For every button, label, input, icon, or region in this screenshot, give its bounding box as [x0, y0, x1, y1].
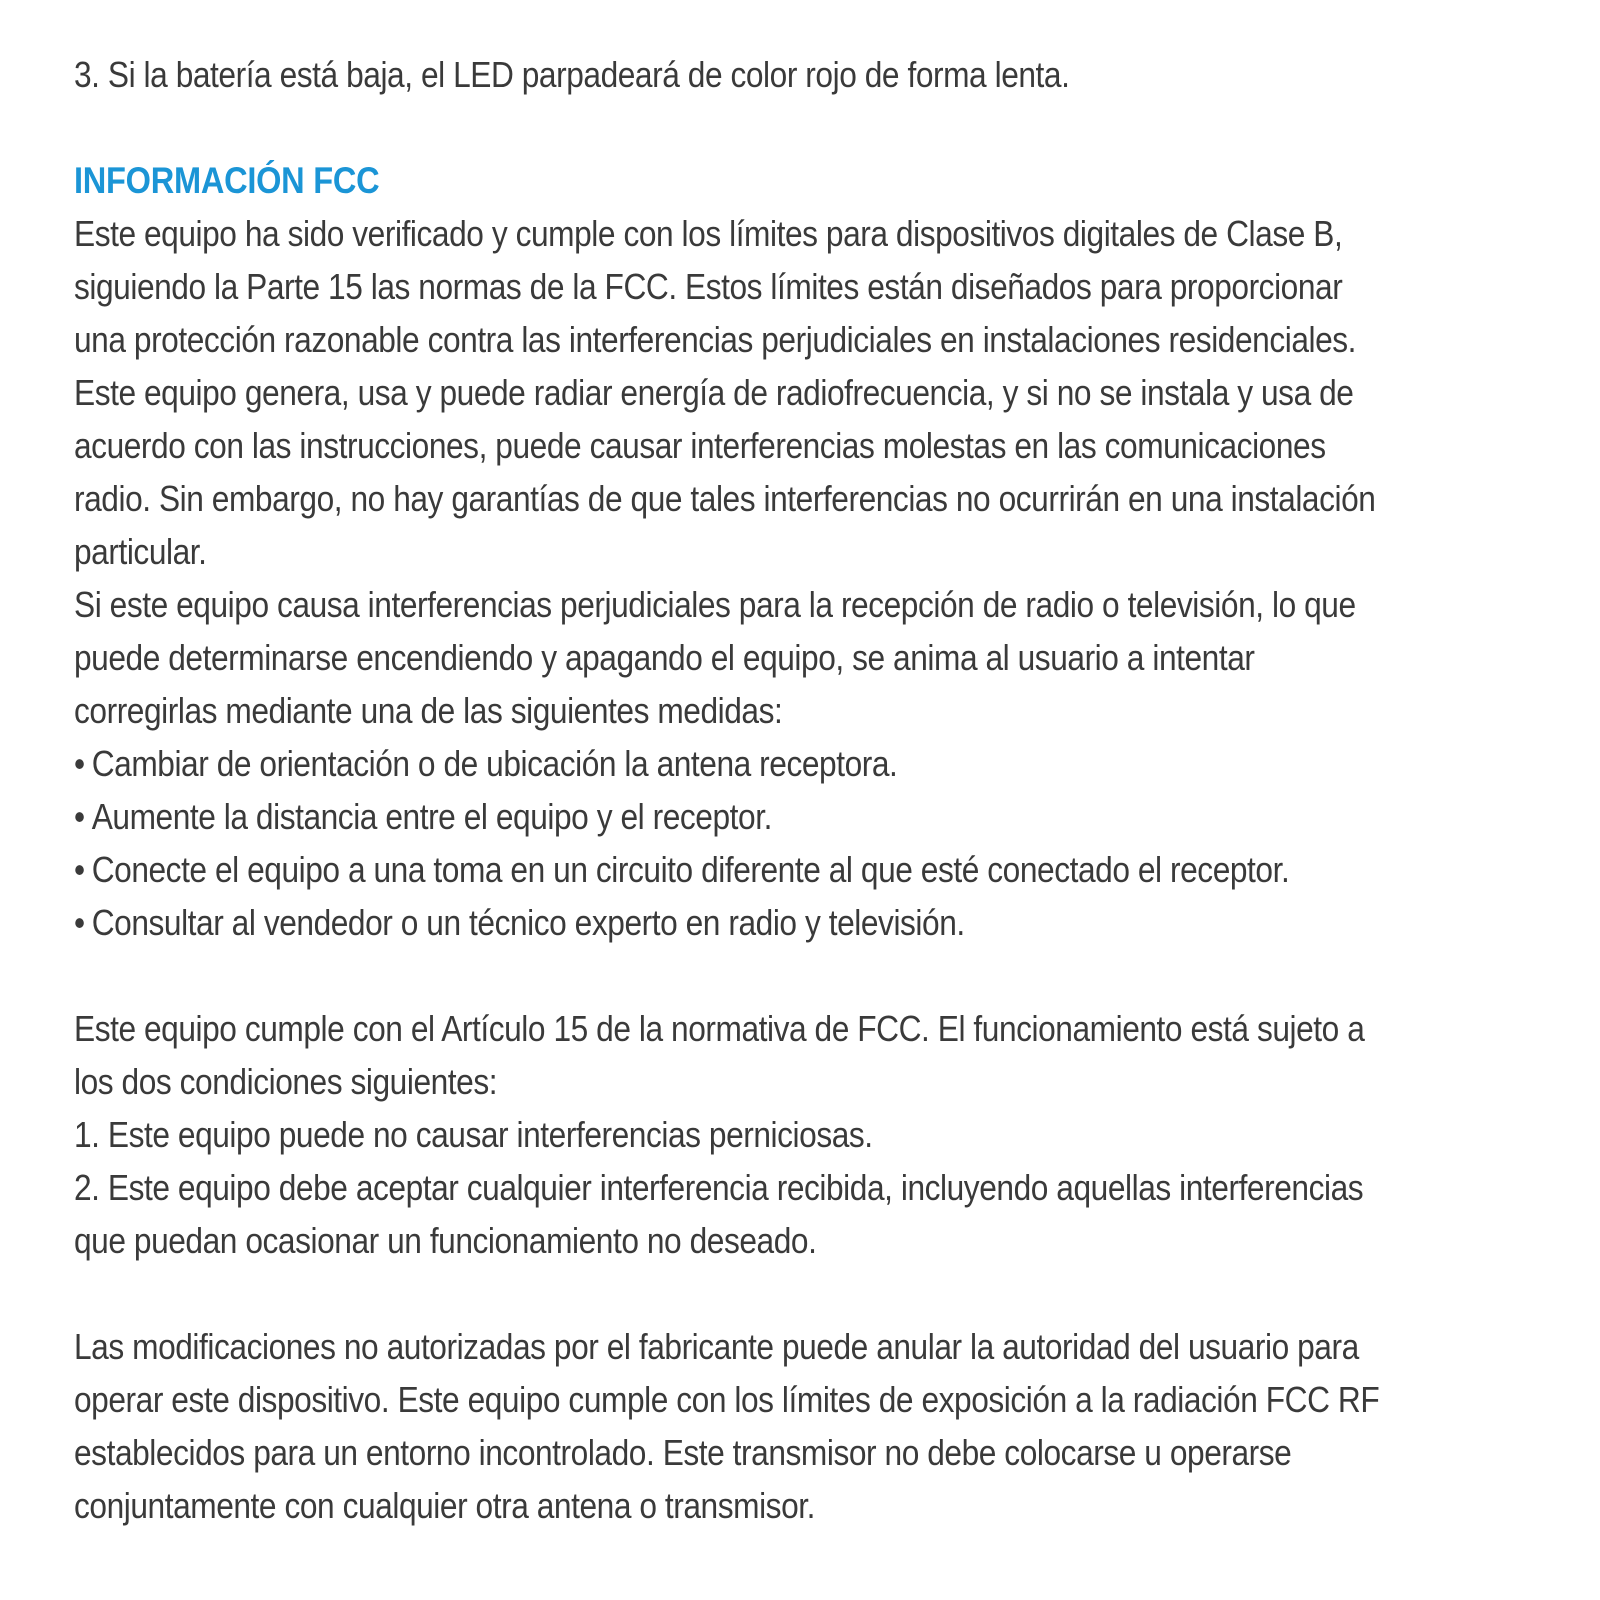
intro-list-item: 3. Si la batería está baja, el LED parpadeará de color rojo de forma lenta. — [74, 54, 1070, 95]
bullet-icon: • — [74, 902, 85, 943]
list-item: 2. Este equipo debe aceptar cualquier interferencia recibida, incluyendo aquellas interferencias que puedan ocasionar un funcionamiento no deseado. — [74, 1167, 1364, 1261]
list-item-text: Consultar al vendedor o un técnico experto en radio y televisión. — [91, 902, 965, 943]
section-heading: INFORMACIÓN FCC — [74, 160, 380, 201]
spacer — [74, 949, 1394, 1002]
measures-list — [74, 737, 1394, 949]
list-item-text: Cambiar de orientación o de ubicación la antena receptora. — [91, 743, 898, 784]
spacer — [74, 1267, 1394, 1320]
document-page — [74, 48, 1394, 1532]
list-item — [74, 843, 1394, 896]
fcc-paragraph-3: Este equipo cumple con el Artículo 15 de la normativa de FCC. El funcionamiento está sujeto a los dos condiciones siguientes: — [74, 1008, 1365, 1102]
list-item — [74, 737, 1394, 790]
bullet-icon: • — [74, 796, 85, 837]
fcc-paragraph-2: Si este equipo causa interferencias perjudiciales para la recepción de radio o televisión, lo que puede determinarse encendiendo y apagando el equipo, se anima al usuario a intentar corregirlas mediante una de las siguientes medidas: — [74, 584, 1356, 731]
bullet-icon: • — [74, 743, 85, 784]
bullet-icon: • — [74, 849, 85, 890]
list-item — [74, 896, 1394, 949]
list-item: 1. Este equipo puede no causar interferencias perniciosas. — [74, 1114, 873, 1155]
fcc-paragraph-4: Las modificaciones no autorizadas por el fabricante puede anular la autoridad del usuario para operar este dispositivo. Este equipo cumple con los límites de exposición a la radiación FCC RF establecidos para un entorno incontrolado. Este transmisor no debe colocarse u operarse conjuntamente con cualquier otra antena o transmisor. — [74, 1326, 1380, 1526]
list-item-text: Conecte el equipo a una toma en un circuito diferente al que esté conectado el receptor. — [91, 849, 1290, 890]
list-item-text: Aumente la distancia entre el equipo y el receptor. — [91, 796, 772, 837]
fcc-paragraph-1: Este equipo ha sido verificado y cumple con los límites para dispositivos digitales de Clase B, siguiendo la Parte 15 las normas de la FCC. Estos límites están diseñados para proporcionar una protección razonable contra las interferencias perjudiciales en instalaciones residenciales. Este equipo genera, usa y puede radiar energía de radiofrecuencia, y si no se instala y usa de acuerdo con las instrucciones, puede causar interferencias molestas en las comunicaciones radio. Sin embargo, no hay garantías de que tales interferencias no ocurrirán en una instalación particular. — [74, 213, 1376, 572]
conditions-list — [74, 1108, 1394, 1267]
spacer — [74, 101, 1394, 154]
list-item — [74, 790, 1394, 843]
